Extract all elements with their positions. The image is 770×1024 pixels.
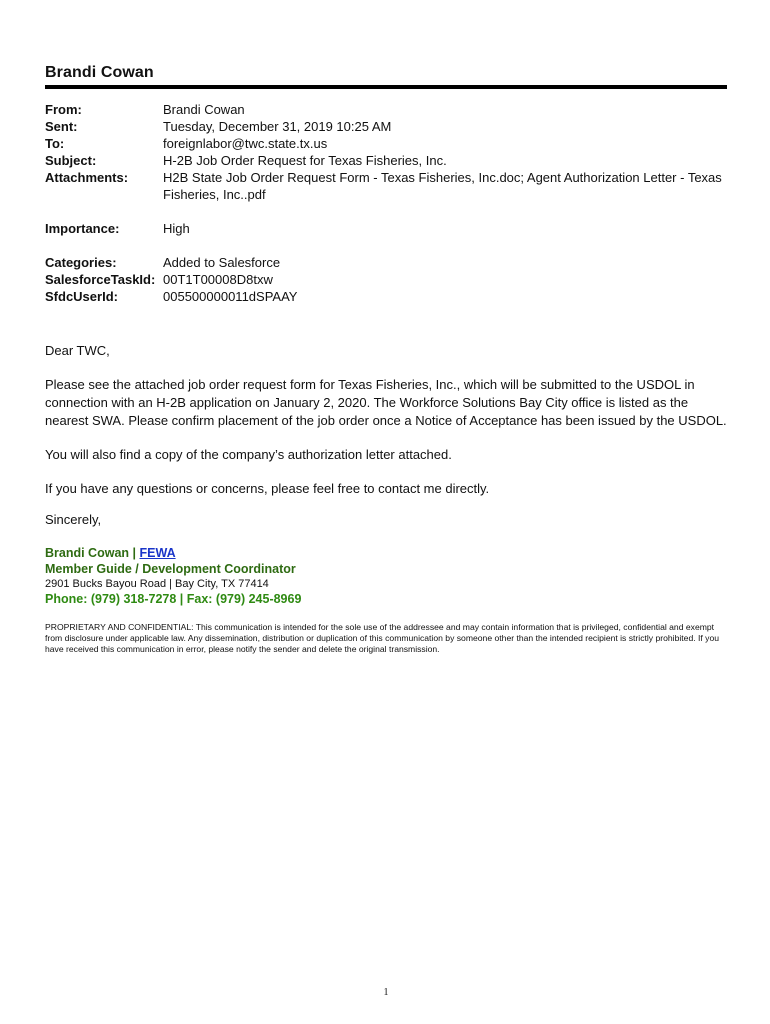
taskid-row xyxy=(45,271,727,288)
sent-label: Sent: xyxy=(45,119,78,134)
attachments-label: Attachments: xyxy=(45,170,129,185)
email-header xyxy=(45,101,727,305)
attachments-line-1: H2B State Job Order Request Form - Texas Fisheries, Inc.doc; Agent Authorization Letter - Texas xyxy=(163,170,722,185)
importance-row xyxy=(45,220,727,237)
signature-address: 2901 Bucks Bayou Road | Bay City, TX 77414 xyxy=(45,578,269,590)
userid-label: SfdcUserId: xyxy=(45,289,118,304)
categories-value: Added to Salesforce xyxy=(163,255,281,270)
taskid-label: SalesforceTaskId: xyxy=(45,272,156,287)
signature-name-line xyxy=(45,545,727,561)
signature-separator: | xyxy=(129,546,140,560)
page-title: Brandi Cowan xyxy=(45,64,154,81)
sent-value: Tuesday, December 31, 2019 10:25 AM xyxy=(163,119,392,134)
taskid-value: 00T1T00008D8txw xyxy=(163,272,273,287)
importance-value: High xyxy=(163,221,190,236)
subject-label: Subject: xyxy=(45,153,97,168)
to-value: foreignlabor@twc.state.tx.us xyxy=(163,136,328,151)
categories-row xyxy=(45,254,727,271)
closing: Sincerely, xyxy=(45,512,102,527)
body-paragraph-main: Please see the attached job order request form for Texas Fisheries, Inc., which will be submitted to the USDOL in connection with an H-2B application on January 2, 2020. The Workforce Solutions Bay City office is listed as the nearest SWA. Please confirm placement of the job order once a Notice of Acceptance has been issued by the USDOL. xyxy=(45,377,727,428)
subject-value: H-2B Job Order Request for Texas Fisheries, Inc. xyxy=(163,153,447,168)
fewa-link[interactable]: FEWA xyxy=(139,546,176,560)
to-row xyxy=(45,135,727,152)
attachments-value xyxy=(163,169,727,203)
from-value: Brandi Cowan xyxy=(163,102,245,117)
body-paragraph-copy: You will also find a copy of the company’s authorization letter attached. xyxy=(45,447,452,462)
signature-name: Brandi Cowan xyxy=(45,546,130,560)
confidentiality-disclaimer: PROPRIETARY AND CONFIDENTIAL: This communication is intended for the sole use of the addressee and may contain information that is privileged, confidential and exempt from disclosure under applicable law. Any dissemination, distribution or duplication of this communication by someone other than the intended recipient is strictly prohibited. If you have received this communication in error, please notify the sender and delete the original transmission. xyxy=(45,622,720,654)
userid-value: 005500000011dSPAAY xyxy=(163,289,298,304)
page-number: 1 xyxy=(383,987,389,998)
sent-row xyxy=(45,118,727,135)
from-label: From: xyxy=(45,102,82,117)
body-paragraph-questions: If you have any questions or concerns, please feel free to contact me directly. xyxy=(45,481,490,496)
categories-label: Categories: xyxy=(45,255,117,270)
importance-label: Importance: xyxy=(45,221,120,236)
signature-block xyxy=(45,545,727,607)
email-body xyxy=(45,342,727,506)
greeting: Dear TWC, xyxy=(45,343,110,358)
subject-row xyxy=(45,152,727,169)
signature-role: Member Guide / Development Coordinator xyxy=(45,562,296,576)
attachments-row xyxy=(45,169,727,203)
attachments-line-2: Fisheries, Inc..pdf xyxy=(163,187,266,202)
to-label: To: xyxy=(45,136,65,151)
email-page xyxy=(45,0,727,1024)
userid-row xyxy=(45,288,727,305)
title-rule xyxy=(45,85,727,89)
signature-phone: Phone: (979) 318-7278 | Fax: (979) 245-8969 xyxy=(45,592,302,606)
from-row xyxy=(45,101,727,118)
